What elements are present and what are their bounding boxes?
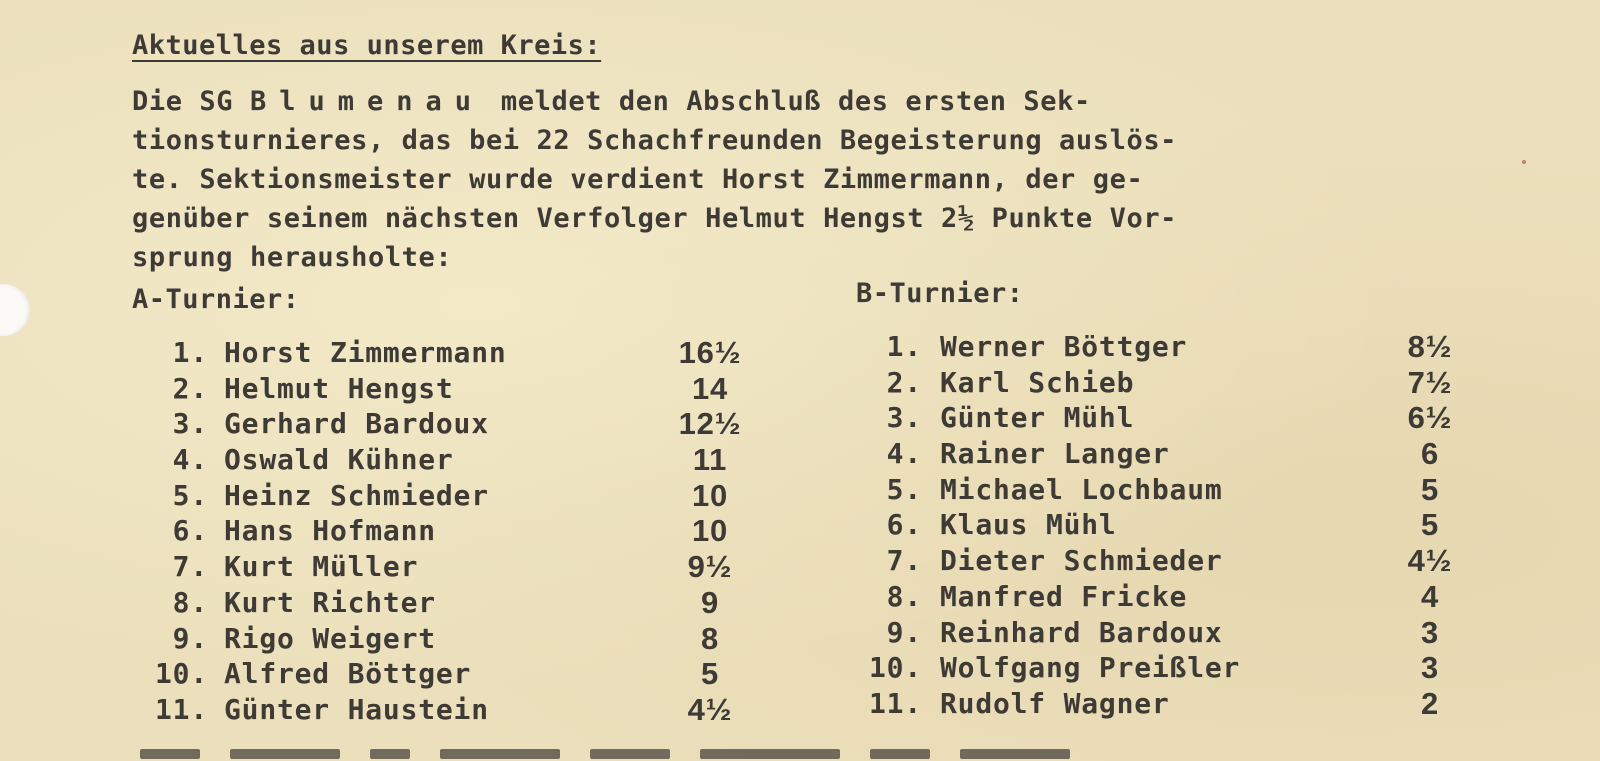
intro-line-1-suffix: meldet den Abschluß des ersten Sek- xyxy=(484,86,1091,117)
score: 10 xyxy=(691,477,729,513)
player-name: Rigo Weigert xyxy=(224,621,436,655)
rank: 9. xyxy=(172,621,208,655)
player-name: Horst Zimmermann xyxy=(224,336,507,369)
list-item xyxy=(0,650,1560,686)
rank: 10. xyxy=(869,651,922,685)
list-item xyxy=(0,507,1560,543)
player-name: Rainer Langer xyxy=(940,437,1170,471)
player-name: Michael Lochbaum xyxy=(940,472,1223,506)
score: 9½ xyxy=(687,549,733,585)
intro-line-5: sprung herausholte: xyxy=(132,242,453,273)
player-name: Manfred Fricke xyxy=(940,579,1188,613)
tournament-b-list xyxy=(0,329,1560,722)
player-name: Reinhard Bardoux xyxy=(940,615,1223,649)
intro-line-2: tionsturnieres, das bei 22 Schachfreunden Begeisterung auslös- xyxy=(132,125,1178,156)
tournament-a-title: A-Turnier: xyxy=(132,284,300,315)
player-name: Kurt Richter xyxy=(224,585,436,619)
player-name: Wolfgang Preißler xyxy=(940,651,1241,685)
rank: 2. xyxy=(172,371,208,405)
intro-line-1 xyxy=(132,82,1552,121)
rank: 6. xyxy=(172,514,208,548)
intro-line-3: te. Sektionsmeister wurde verdient Horst Zimmermann, der ge- xyxy=(132,164,1144,195)
club-name: Blumenau xyxy=(250,86,485,117)
score: 2 xyxy=(1420,685,1440,721)
score: 5 xyxy=(1420,507,1440,543)
player-name: Günter Mühl xyxy=(940,401,1135,435)
score: 5 xyxy=(700,656,720,692)
player-name: Günter Haustein xyxy=(224,692,489,726)
rank: 10. xyxy=(155,657,208,691)
rank: 5. xyxy=(172,478,208,512)
player-name: Rudolf Wagner xyxy=(940,686,1170,720)
score: 8½ xyxy=(1407,329,1453,364)
rank: 1. xyxy=(886,330,922,363)
list-item xyxy=(0,400,1560,436)
score: 10 xyxy=(691,513,729,549)
score: 4½ xyxy=(1407,543,1453,579)
rank: 8. xyxy=(172,585,208,619)
rank: 11. xyxy=(869,686,922,720)
player-name: Karl Schieb xyxy=(940,365,1135,399)
list-item xyxy=(0,329,1560,365)
player-name: Alfred Böttger xyxy=(224,657,472,691)
score: 7½ xyxy=(1407,364,1453,400)
list-item xyxy=(0,543,1560,579)
list-item xyxy=(0,472,1560,508)
player-name: Hans Hofmann xyxy=(224,514,436,548)
rank: 4. xyxy=(172,443,208,477)
rank: 8. xyxy=(886,579,922,613)
player-name: Kurt Müller xyxy=(224,550,419,584)
list-item xyxy=(0,579,1560,615)
rank: 9. xyxy=(886,615,922,649)
list-item xyxy=(0,436,1560,472)
intro-line-1-prefix: Die SG xyxy=(132,86,250,117)
rank: 5. xyxy=(886,472,922,506)
score: 9 xyxy=(700,584,720,620)
score: 12½ xyxy=(678,406,742,442)
rank: 2. xyxy=(886,365,922,399)
intro-line-4: genüber seinem nächsten Verfolger Helmut Hengst 2½ Punkte Vor- xyxy=(132,203,1178,234)
rank: 11. xyxy=(155,692,208,726)
list-item xyxy=(0,686,1560,722)
score: 14 xyxy=(691,370,729,406)
score: 3 xyxy=(1420,614,1440,650)
player-name: Gerhard Bardoux xyxy=(224,407,489,441)
rank: 4. xyxy=(886,437,922,471)
intro-paragraph xyxy=(132,82,1552,277)
score: 5 xyxy=(1420,471,1440,507)
score: 6 xyxy=(1420,436,1440,472)
score: 3 xyxy=(1420,650,1440,686)
score: 11 xyxy=(692,442,728,478)
player-name: Klaus Mühl xyxy=(940,508,1117,542)
rank: 6. xyxy=(886,508,922,542)
list-item xyxy=(0,365,1560,401)
score: 4 xyxy=(1420,578,1440,614)
cut-off-next-line xyxy=(140,745,1440,761)
player-name: Oswald Kühner xyxy=(224,443,454,477)
section-heading: Aktuelles aus unserem Kreis: xyxy=(132,30,602,61)
score: 16½ xyxy=(678,335,742,370)
rank: 7. xyxy=(886,544,922,578)
player-name: Dieter Schmieder xyxy=(940,544,1223,578)
player-name: Helmut Hengst xyxy=(224,371,454,405)
rank: 3. xyxy=(886,401,922,435)
tournament-b-title: B-Turnier: xyxy=(856,278,1024,309)
list-item xyxy=(0,615,1560,651)
rank: 7. xyxy=(172,550,208,584)
score: 8 xyxy=(700,620,720,656)
rank: 1. xyxy=(172,336,208,369)
rank: 3. xyxy=(172,407,208,441)
score: 4½ xyxy=(687,691,733,727)
player-name: Werner Böttger xyxy=(940,330,1188,363)
score: 6½ xyxy=(1407,400,1453,436)
player-name: Heinz Schmieder xyxy=(224,478,489,512)
